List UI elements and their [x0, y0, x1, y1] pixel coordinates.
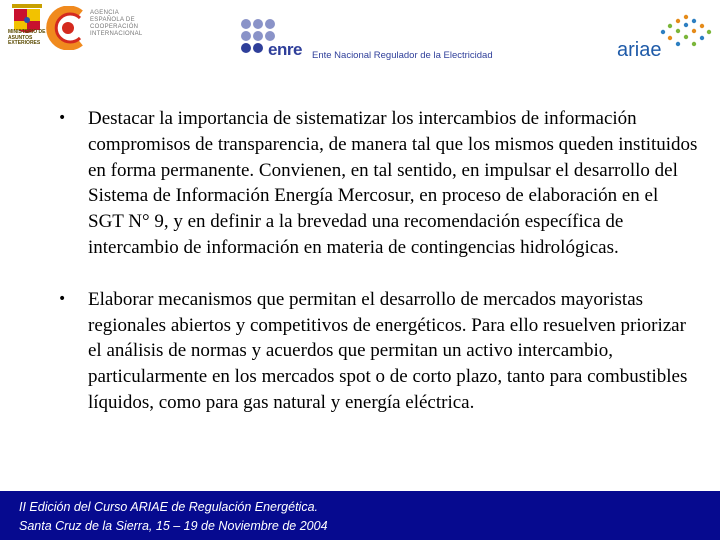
footer-bar — [0, 491, 720, 540]
enre-full-name: Ente Nacional Regulador de la Electricidad — [312, 50, 493, 61]
enre-wordmark: enre — [268, 40, 302, 59]
ariae-dots-icon — [658, 14, 714, 48]
header-logos — [0, 0, 720, 80]
aeci-c-logo-icon — [46, 6, 86, 50]
ministry-text: MINISTERIO DE ASUNTOS EXTERIORES — [8, 29, 46, 46]
bullet-item-2 — [58, 287, 698, 416]
aeci-line-2: ESPAÑOLA DE — [90, 17, 135, 23]
footer-line-2: Santa Cruz de la Sierra, 15 – 19 de Noviembre de 2004 — [19, 519, 328, 533]
ariae-wordmark: ariae — [617, 39, 662, 61]
bullet-text: Elaborar mecanismos que permitan el desarrollo de mercados mayoristas regionales abiertos y competitivos de energéticos. Para ello resuelven priorizar el análisis de normas y acuerdos que permitan un activo intercambio, particularmente en los mercados spot o de corto plazo, tanto para combustibles líquidos, como para gas natural y energía eléctrica. — [88, 288, 688, 413]
aeci-line-3: COOPERACIÓN — [90, 24, 139, 30]
footer-lines — [19, 498, 328, 536]
bullet-list — [58, 106, 698, 416]
aeci-text — [90, 10, 160, 38]
bullet-glyph: • — [58, 290, 67, 307]
aeci-line-1: AGENCIA — [90, 10, 120, 16]
bullet-glyph: • — [58, 110, 67, 126]
footer-line-1: II Edición del Curso ARIAE de Regulación Energética. — [19, 500, 319, 514]
bullet-item-1 — [58, 106, 698, 261]
aeci-line-4: INTERNACIONAL — [90, 31, 143, 37]
bullet-text: Destacar la importancia de sistematizar los intercambios de información compromisos de transparencia, de manera tal que los mismos queden instituidos en forma permanente. Convienen, en tal sentido, en impulsar el desarrollo del Sistema de Información Energía Mercosur, en proceso de elaboración en el SGT N° 9, y en definir a la brevedad una recomendación específica de intercambio de información en materia de contingencias hidrológicas. — [88, 108, 698, 258]
